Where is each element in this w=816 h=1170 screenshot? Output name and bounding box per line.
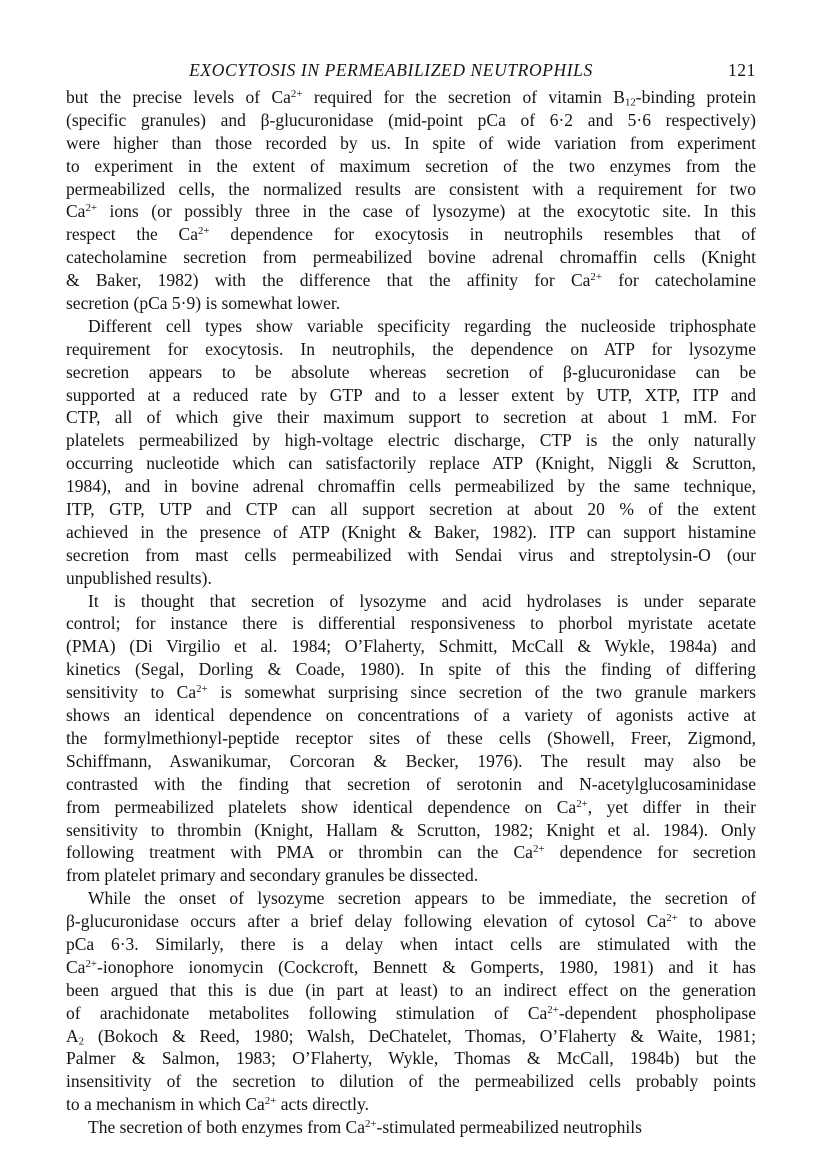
text-line: kinetics (Segal, Dorling & Coade, 1980). In spite of this the finding of differing — [66, 659, 756, 680]
text-line: Different cell types show variable specificity regarding the nucleoside triphosphate — [88, 315, 756, 336]
text-line: $A_2$ (Bokoch & Reed, 1980; Walsh, DeChatelet, Thomas, O’Flaherty & Waite, 1981; — [66, 1025, 756, 1048]
text-line: & Baker, 1982) with the difference that the affinity for $Ca^{2+}$ for catecholamine — [66, 270, 756, 291]
text-line: supported at a reduced rate by GTP and to a lesser extent by UTP, XTP, ITP and — [66, 384, 756, 405]
text-line: It is thought that secretion of lysozyme and acid hydrolases is under separate — [88, 590, 756, 611]
text-line: to a mechanism in which $Ca^{2+}$ acts directly. — [66, 1094, 369, 1115]
paragraph — [66, 887, 756, 1116]
body-text — [66, 86, 756, 1139]
text-line: catecholamine secretion from permeabilized bovine adrenal chromaffin cells (Knight — [66, 247, 756, 268]
text-line: platelets permeabilized by high-voltage electric discharge, CTP is the only naturally — [66, 430, 756, 451]
text-line: secretion from mast cells permeabilized with Sendai virus and streptolysin-O (our — [66, 544, 756, 565]
text-line: sensitivity to $Ca^{2+}$ is somewhat surprising since secretion of the two granule markers — [66, 682, 756, 703]
text-line: control; for instance there is differential responsiveness to phorbol myristate acetate — [66, 613, 756, 634]
running-title: EXOCYTOSIS IN PERMEABILIZED NEUTROPHILS — [189, 60, 593, 80]
text-line: from platelet primary and secondary granules be dissected. — [66, 865, 479, 886]
text-line: (PMA) (Di Virgilio et al. 1984; O’Flaherty, Schmitt, McCall & Wykle, 1984a) and — [66, 636, 756, 657]
text-line: requirement for exocytosis. In neutrophils, the dependence on ATP for lysozyme — [66, 338, 756, 359]
text-line: respect the $Ca^{2+}$ dependence for exocytosis in neutrophils resembles that of — [66, 224, 756, 245]
text-line: pCa 6·3. Similarly, there is a delay when intact cells are stimulated with the — [66, 933, 756, 954]
text-line: 1984), and in bovine adrenal chromaffin cells permeabilized by the same technique, — [66, 476, 756, 497]
text-line: CTP, all of which give their maximum support to secretion at about 1 mM. For — [66, 407, 756, 428]
paragraph — [66, 86, 756, 315]
running-header — [66, 56, 756, 86]
text-line: sensitivity to thrombin (Knight, Hallam & Scrutton, 1982; Knight et al. 1984). Only — [66, 819, 756, 840]
text-line: shows an identical dependence on concentrations of a variety of agonists active at — [66, 705, 756, 726]
text-line: following treatment with PMA or thrombin can the $Ca^{2+}$ dependence for secretion — [66, 842, 756, 863]
paragraph — [66, 590, 756, 888]
text-line: β-glucuronidase occurs after a brief delay following elevation of cytosol $Ca^{2+}$ to above — [66, 911, 756, 932]
text-line: contrasted with the finding that secretion of serotonin and N-acetylglucosaminidase — [66, 773, 756, 794]
text-line: While the onset of lysozyme secretion appears to be immediate, the secretion of — [88, 888, 756, 909]
text-line: Schiffmann, Aswanikumar, Corcoran & Becker, 1976). The result may also be — [66, 750, 756, 771]
text-line: been argued that this is due (in part at least) to an indirect effect on the generation — [66, 979, 756, 1000]
text-line: but the precise levels of $Ca^{2+}$ required for the secretion of vitamin $B_{12}$-binding protein — [66, 87, 757, 109]
text-line: (specific granules) and β-glucuronidase (mid-point pCa of 6·2 and 5·6 respectively) — [66, 109, 756, 130]
text-line: were higher than those recorded by us. In spite of wide variation from experiment — [66, 132, 756, 153]
paragraph — [66, 315, 756, 590]
text-line: secretion (pCa 5·9) is somewhat lower. — [66, 293, 341, 314]
text-line: unpublished results). — [66, 567, 212, 588]
text-line: to experiment in the extent of maximum secretion of the two enzymes from the — [66, 155, 756, 176]
page — [66, 56, 756, 1139]
text-line: The secretion of both enzymes from $Ca^{2+}$-stimulated permeabilized neutrophils — [88, 1117, 642, 1138]
text-line: insensitivity of the secretion to dilution of the permeabilized cells probably points — [66, 1071, 756, 1092]
text-line: Palmer & Salmon, 1983; O’Flaherty, Wykle, Thomas & McCall, 1984b) but the — [66, 1048, 756, 1069]
text-line: secretion appears to be absolute whereas secretion of β-glucuronidase can be — [66, 361, 756, 382]
text-line: of arachidonate metabolites following stimulation of $Ca^{2+}$-dependent phospholipase — [66, 1002, 757, 1023]
text-line: ITP, GTP, UTP and CTP can all support secretion at about 20 % of the extent — [66, 499, 756, 520]
text-line: $Ca^{2+}$-ionophore ionomycin (Cockcroft, Bennett & Gomperts, 1980, 1981) and it has — [66, 956, 756, 977]
paragraph — [66, 1116, 756, 1139]
text-line: from permeabilized platelets show identical dependence on $Ca^{2+}$, yet differ in their — [66, 796, 757, 817]
text-line: achieved in the presence of ATP (Knight & Baker, 1982). ITP can support histamine — [66, 521, 756, 542]
page-number: 121 — [727, 60, 756, 80]
text-line: occurring nucleotide which can satisfactorily replace ATP (Knight, Niggli & Scrutton, — [66, 453, 756, 474]
text-line: permeabilized cells, the normalized results are consistent with a requirement for two — [66, 178, 756, 199]
text-line: the formylmethionyl-peptide receptor sites of these cells (Showell, Freer, Zigmond, — [66, 727, 756, 748]
text-line: $Ca^{2+}$ ions (or possibly three in the case of lysozyme) at the exocytotic site. In this — [66, 201, 756, 222]
